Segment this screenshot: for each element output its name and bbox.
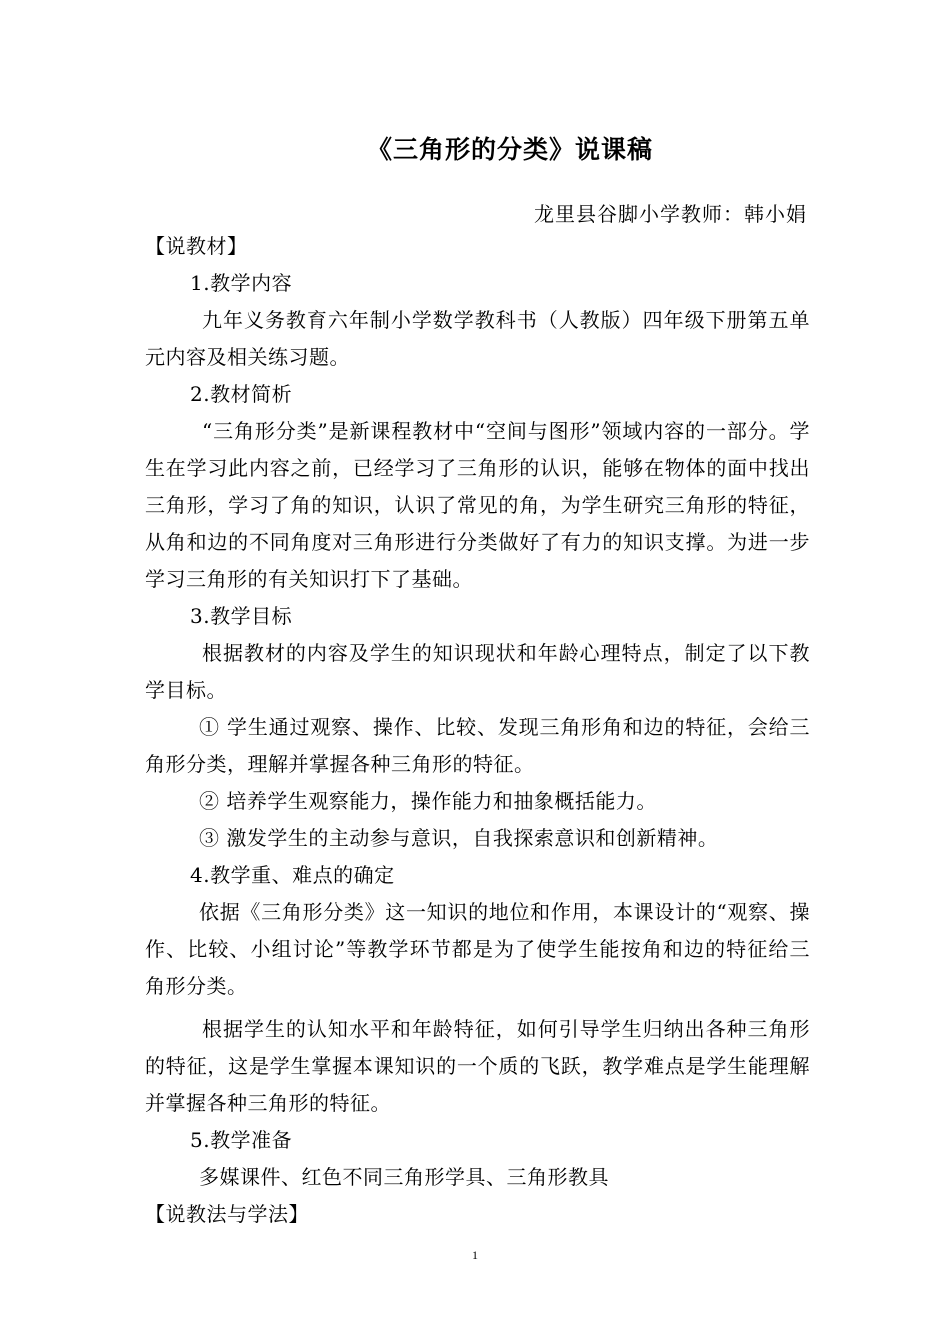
subheading-preparation: 5.教学准备 [190, 1128, 293, 1152]
author-line: 龙里县谷脚小学教师：韩小娟 [534, 202, 807, 226]
section-heading-methods: 【说教法与学法】 [145, 1202, 309, 1226]
section-heading-teaching-material: 【说教材】 [145, 234, 248, 258]
goal-item: ① 学生通过观察、操作、比较、发现三角形角和边的特征，会给三角形分类，理解并掌握各种三角形的特征。 [145, 715, 810, 776]
page-number: 1 [472, 1248, 478, 1262]
subheading-key-points: 4.教学重、难点的确定 [190, 863, 395, 887]
subheading-teaching-content: 1.教学内容 [190, 271, 293, 295]
paragraph: 根据教材的内容及学生的知识现状和年龄心理特点，制定了以下教学目标。 [145, 641, 810, 702]
paragraph: “三角形分类”是新课程教材中“空间与图形”领域内容的一部分。学生在学习此内容之前，已经学习了三角形的认识，能够在物体的面中找出三角形，学习了角的知识，认识了常见的角，为学生研究三角形的特征，从角和边的不同角度对三角形进行分类做好了有力的知识支撑。为进一步学习三角形的有关知识打下了基础。 [145, 419, 810, 591]
goal-item: ③ 激发学生的主动参与意识，自我探索意识和创新精神。 [199, 826, 719, 850]
paragraph: 九年义务教育六年制小学数学教科书（人教版）四年级下册第五单元内容及相关练习题。 [145, 308, 810, 369]
page-title: 《三角形的分类》说课稿 [366, 135, 653, 164]
paragraph: 根据学生的认知水平和年龄特征，如何引导学生归纳出各种三角形的特征，这是学生掌握本课知识的一个质的飞跃，教学难点是学生能理解并掌握各种三角形的特征。 [145, 1017, 810, 1115]
paragraph: 多媒课件、红色不同三角形学具、三角形教具 [199, 1165, 609, 1189]
document-body [145, 228, 810, 1233]
goal-item: ② 培养学生观察能力，操作能力和抽象概括能力。 [199, 789, 657, 813]
paragraph: 依据《三角形分类》这一知识的地位和作用，本课设计的“观察、操作、比较、小组讨论”等教学环节都是为了使学生能按角和边的特征给三角形分类。 [145, 900, 810, 998]
subheading-material-analysis: 2.教材简析 [190, 382, 293, 406]
subheading-teaching-goals: 3.教学目标 [190, 604, 293, 628]
